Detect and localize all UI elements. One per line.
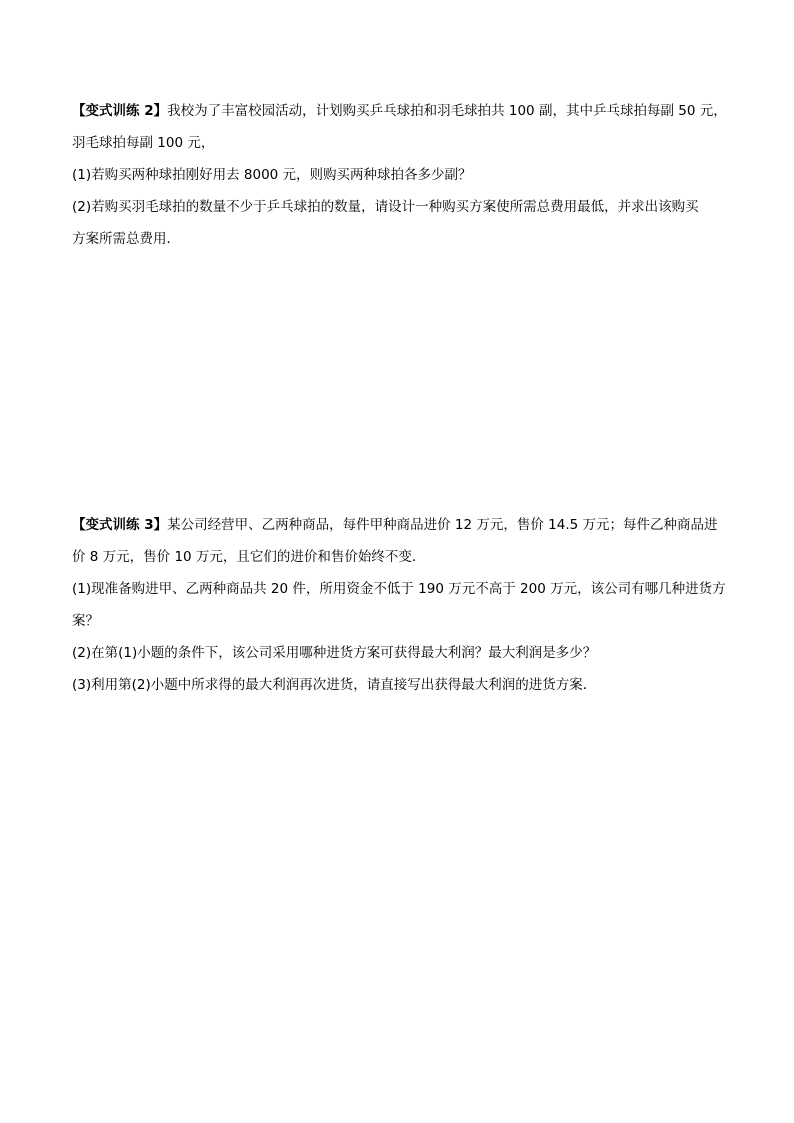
problem-2-question-2-line-2: 方案所需总费用． [72,231,180,247]
problem-3-question-3: (3)利用第(2)小题中所求得的最大利润再次进货，请直接写出获得最大利润的进货方案． [72,677,597,693]
problem-2-text-line-2: 羽毛球拍每副 100 元， [72,135,215,151]
problem-2-question-2-line-1: (2)若购买羽毛球拍的数量不少于乒乓球拍的数量，请设计一种购买方案使所需总费用最低，并求出该购买 [72,199,699,215]
problem-3-question-1-line-2: 案？ [72,613,99,629]
problem-3-question-1-line-1: (1)现准备购进甲、乙两种商品共 20 件，所用资金不低于 190 万元不高于 200 万元，该公司有哪几种进货方 [72,581,726,597]
problem-2-text-line-1: 我校为了丰富校园活动，计划购买乒乓球拍和羽毛球拍共 100 副，其中乒乓球拍每副 50 元， [167,103,727,119]
problem-2-title: 【变式训练 2】 [72,103,168,119]
problem-3-question-2: (2)在第(1)小题的条件下，该公司采用哪种进货方案可获得最大利润？最大利润是多少？ [72,645,597,661]
problem-3-title: 【变式训练 3】 [72,517,168,533]
problem-3-intro-line-1 [72,509,734,541]
problem-2-question-1: (1)若购买两种球拍刚好用去 8000 元，则购买两种球拍各多少副？ [72,167,472,183]
problem-2-intro-line-1 [72,95,734,127]
problem-variant-2 [72,95,734,255]
problem-variant-3 [72,509,734,701]
problem-3-text-line-1: 某公司经营甲、乙两种商品，每件甲种商品进价 12 万元，售价 14.5 万元；每件乙种商品进 [167,517,718,533]
problem-3-text-line-2: 价 8 万元，售价 10 万元，且它们的进价和售价始终不变． [72,549,426,565]
